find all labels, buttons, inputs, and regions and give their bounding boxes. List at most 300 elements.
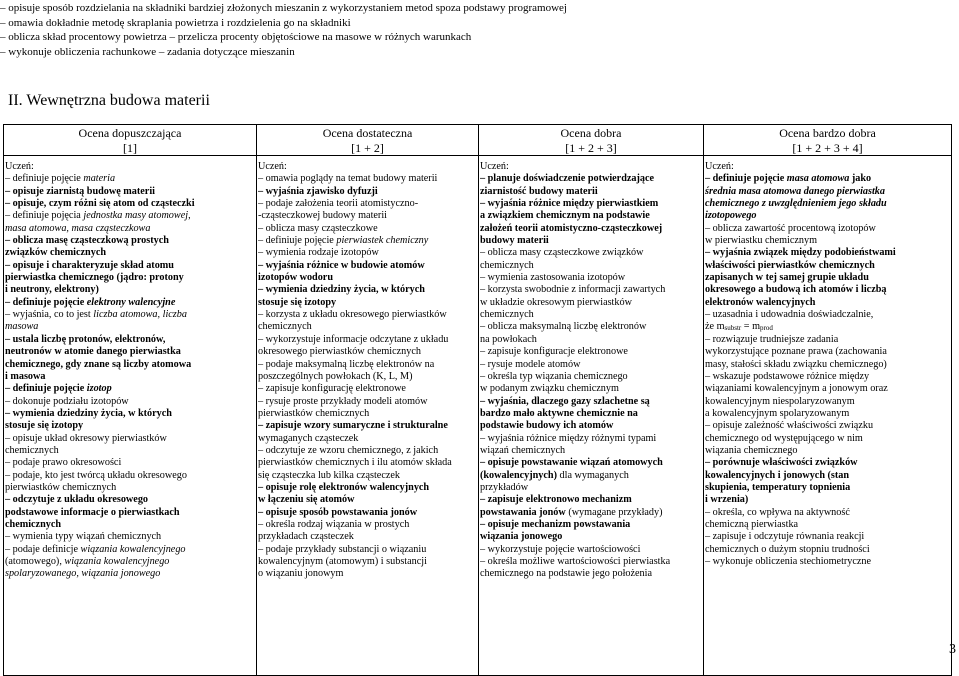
requirement-text: chemicznych [5, 444, 59, 456]
requirement-line [480, 321, 703, 333]
requirement-line [705, 297, 951, 309]
requirement-line [258, 371, 478, 383]
requirement-line [480, 568, 703, 580]
requirement-text: – odczytuje z układu okresowego [5, 494, 149, 506]
requirement-line [705, 284, 951, 296]
requirement-text: – opisuje rolę elektronów walencyjnych [258, 481, 430, 493]
requirement-line [705, 494, 951, 506]
intro-item: – omawia dokładnie metodę skraplania powietrza i rozdzielenia go na składniki [0, 16, 351, 29]
requirement-line [705, 470, 951, 482]
requirement-line [480, 396, 703, 408]
requirement-text: się cząsteczka lub kilka cząsteczek [258, 469, 400, 481]
requirement-line [705, 334, 951, 346]
requirement-text: – rozwiązuje trudniejsze zadania [705, 333, 839, 345]
requirement-line [480, 186, 703, 198]
grade-requirements-table [3, 124, 952, 676]
requirement-line [480, 284, 703, 296]
requirement-text: – wymienia dziedziny życia, w których [5, 407, 172, 419]
requirement-line [258, 297, 478, 309]
requirement-line [480, 507, 703, 519]
requirement-text: i neutrony, elektrony) [5, 284, 99, 296]
requirement-line [5, 247, 256, 259]
requirement-text: ziarnistość budowy materii [480, 185, 598, 197]
requirement-line [480, 309, 703, 321]
requirement-line [5, 284, 256, 296]
requirement-line [480, 482, 703, 494]
requirement-text: wymaganych cząsteczek [258, 432, 359, 444]
requirement-text: stosuje się izotopy [5, 420, 84, 432]
requirement-text: chemicznych [480, 309, 534, 321]
requirement-text: poszczególnych powłokach (K, L, M) [258, 370, 413, 382]
requirement-line [5, 272, 256, 284]
requirement-text: -cząsteczkowej budowy materii [258, 210, 387, 222]
requirement-text: – wykonuje obliczenia stechiometryczne [705, 556, 872, 567]
grade-3-title: Ocena dobra [560, 126, 622, 140]
page-number: 3 [949, 642, 956, 657]
requirement-text: – wymienia zastosowania izotopów [480, 272, 626, 284]
requirements-grade-2 [257, 156, 479, 676]
requirement-text: neutronów w atomie danego pierwiastka [5, 346, 181, 358]
requirement-text: pierwiastek chemiczny [336, 235, 429, 247]
requirement-text: jako [849, 173, 872, 185]
requirements-grade-4 [704, 156, 952, 676]
requirement-line [5, 346, 256, 358]
requirement-line [258, 321, 478, 333]
requirement-line [480, 161, 703, 173]
requirement-text: – podaje definicje [5, 543, 81, 555]
requirement-line [258, 470, 478, 482]
requirement-line [705, 161, 951, 173]
requirement-text: – podaje przykłady substancji o wiązaniu [258, 543, 427, 555]
requirement-text: – wyjaśnia różnice między pierwiastkiem [480, 198, 659, 210]
requirement-text: – opisuje i charakteryzuje skład atomu [5, 259, 174, 271]
requirement-line [705, 359, 951, 371]
requirement-line [5, 408, 256, 420]
requirement-text: – wyjaśnia, dlaczego gazy szlachetne są [480, 395, 650, 407]
requirement-text: budowy materii [480, 235, 549, 247]
requirement-text: – oblicza zawartość procentową izotopów [705, 222, 876, 234]
requirement-text: bardzo mało aktywne chemicznie na [480, 407, 638, 419]
requirements-grade-1 [4, 156, 257, 676]
requirement-line [5, 210, 256, 222]
requirement-line [480, 371, 703, 383]
requirement-text: wiązaniami kowalencyjnym a jonowym oraz [705, 383, 888, 395]
requirement-line [5, 433, 256, 445]
requirement-line [258, 284, 478, 296]
requirement-line [705, 309, 951, 321]
requirement-text: – uzasadnia i udowadnia doświadczalnie, [705, 309, 874, 321]
requirement-line [705, 321, 951, 333]
requirement-line [5, 556, 256, 568]
requirement-text: izotopów wodoru [258, 272, 333, 284]
requirement-text: masa atomowa [786, 173, 850, 185]
requirement-text: – wyjaśnia różnice między różnymi typami [480, 432, 657, 444]
requirement-text: – określa, co wpływa na aktywność [705, 506, 850, 518]
requirement-line [480, 210, 703, 222]
requirement-text: jednostka masy atomowej [83, 210, 189, 222]
requirement-line [5, 223, 256, 235]
requirement-line [480, 223, 703, 235]
requirement-text: pierwiastków chemicznych [258, 407, 370, 419]
requirement-line [705, 519, 951, 531]
requirement-text: a związkiem chemicznym na podstawie [480, 210, 650, 222]
requirement-line [258, 445, 478, 457]
requirement-line [258, 457, 478, 469]
requirement-text: a kowalencyjnym spolaryzowanym [705, 407, 850, 419]
requirement-line [5, 420, 256, 432]
requirement-line [258, 383, 478, 395]
requirement-text: (kowalencyjnych) [480, 469, 557, 481]
requirement-line [5, 161, 256, 173]
requirement-line [705, 420, 951, 432]
requirement-text: podstawie budowy ich atomów [480, 420, 614, 432]
requirement-text: – określa typ wiązania chemicznego [480, 370, 628, 382]
requirement-text: – zapisuje konfiguracje elektronowe [480, 346, 628, 358]
requirement-line [5, 445, 256, 457]
requirement-text: – oblicza maksymalną liczbę elektronów [480, 321, 647, 333]
requirement-text: – oblicza masy cząsteczkowe [258, 222, 378, 234]
requirement-line [480, 297, 703, 309]
requirement-text: – zapisuje wzory sumaryczne i strukturalne [258, 420, 448, 432]
requirement-text: – oblicza masy cząsteczkowe związków [480, 247, 644, 259]
requirement-line [705, 556, 951, 568]
requirement-line [705, 210, 951, 222]
requirement-line [705, 396, 951, 408]
requirement-line [480, 346, 703, 358]
requirement-text: przykładach cząsteczek [258, 531, 354, 543]
requirement-text: Uczeń: [705, 161, 734, 172]
requirement-line [705, 408, 951, 420]
requirement-line [705, 346, 951, 358]
requirement-text: wiązania kowalencyjnego [64, 556, 170, 567]
requirement-text: (atomowego), [5, 556, 65, 567]
requirement-text: – definiuje pojęcia [5, 210, 84, 222]
requirement-line [5, 334, 256, 346]
requirement-line [258, 210, 478, 222]
requirement-text: chemicznych o dużym stopniu trudności [705, 543, 870, 555]
requirement-text: – opisuje, czym różni się atom od cząsteczki [5, 198, 195, 210]
section-heading: II. Wewnętrzna budowa materii [8, 92, 210, 109]
requirement-line [5, 457, 256, 469]
requirement-text: – określa możliwe wartościowości pierwiastka [480, 556, 671, 567]
requirement-text: – wskazuje podstawowe różnice między [705, 370, 870, 382]
requirement-line [705, 223, 951, 235]
requirement-line [705, 272, 951, 284]
requirement-line [258, 494, 478, 506]
requirement-line [5, 186, 256, 198]
requirement-line [705, 383, 951, 395]
requirement-text: chemicznego, gdy znane są liczby atomowa [5, 358, 192, 370]
requirement-line [480, 359, 703, 371]
requirement-line [705, 445, 951, 457]
requirement-line [480, 420, 703, 432]
requirement-text: – opisuje układ okresowy pierwiastków [5, 432, 167, 444]
requirement-text: średnia masa atomowa danego pierwiastka [705, 185, 885, 197]
requirement-line [480, 235, 703, 247]
requirement-line [5, 235, 256, 247]
requirement-text: powstawania jonów [480, 506, 566, 518]
requirement-text: właściwości pierwiastków chemicznych [705, 259, 875, 271]
requirement-text: – rysuje modele atomów [480, 358, 581, 370]
requirement-text: – definiuje pojęcie [705, 173, 787, 185]
requirement-line [5, 173, 256, 185]
requirement-text: – wyjaśnia różnice w budowie atomów [258, 259, 425, 271]
requirement-line [480, 544, 703, 556]
requirement-text: – wykorzystuje informacje odczytane z układu [258, 333, 449, 345]
requirement-line [705, 482, 951, 494]
requirement-text: – odczytuje ze wzoru chemicznego, z jakich [258, 444, 439, 456]
requirement-line [5, 482, 256, 494]
requirement-text: kowalencyjnym (atomowym) i substancji [258, 556, 427, 567]
requirement-text: wykorzystujące poznane prawa (zachowania [705, 346, 887, 358]
requirement-line [480, 334, 703, 346]
requirement-text: na powłokach [480, 333, 537, 345]
requirement-text: elektrony walencyjne [86, 296, 176, 308]
requirement-line [258, 198, 478, 210]
requirement-line [258, 235, 478, 247]
requirement-text: – opisuje zależność właściwości związku [705, 420, 874, 432]
requirement-line [258, 420, 478, 432]
requirement-text: – opisuje ziarnistą budowę materii [5, 185, 155, 197]
requirement-text: – podaje prawo okresowości [5, 457, 122, 469]
requirement-line [258, 568, 478, 580]
requirement-line [705, 544, 951, 556]
requirement-line [5, 309, 256, 321]
table-body-row [4, 156, 952, 676]
requirement-text: Uczeń: [480, 161, 509, 172]
requirement-line [258, 359, 478, 371]
grade-2-level: [1 + 2] [351, 140, 384, 155]
requirement-text: – dokonuje podziału izotopów [5, 395, 129, 407]
requirement-line [480, 173, 703, 185]
requirement-text: wiązania jonowego [480, 531, 563, 543]
requirement-line [705, 173, 951, 185]
requirement-text: podstawowe informacje o pierwiastkach [5, 506, 180, 518]
requirement-line [705, 457, 951, 469]
requirement-text: – definiuje pojęcie [5, 173, 84, 185]
requirement-text: w podanym związku chemicznym [480, 383, 619, 395]
requirement-line [5, 198, 256, 210]
requirement-line [480, 433, 703, 445]
requirement-text: o wiązaniu jonowym [258, 568, 344, 580]
intro-list [0, 1, 700, 59]
requirement-text: – omawia poglądy na temat budowy materii [258, 173, 438, 185]
requirement-line [480, 247, 703, 259]
requirement-line [480, 408, 703, 420]
requirement-text: elektronów walencyjnych [705, 296, 816, 308]
requirement-text: – wyjaśnia związek między podobieństwami [705, 247, 896, 259]
requirement-line [5, 321, 256, 333]
grade-4-title: Ocena bardzo dobra [779, 126, 876, 140]
requirement-text: – definiuje pojęcie [5, 383, 87, 395]
requirement-text: – wykorzystuje pojęcie wartościowości [480, 543, 641, 555]
requirement-line [480, 470, 703, 482]
requirement-text: – zapisuje konfigurację elektronowe [258, 383, 406, 395]
intro-item: – wykonuje obliczenia rachunkowe – zadania dotyczące mieszanin [0, 45, 295, 58]
requirement-line [258, 433, 478, 445]
requirement-text: przykładów [480, 481, 529, 493]
requirement-line [258, 173, 478, 185]
requirement-text: – planuje doświadczenie potwierdzające [480, 173, 655, 185]
requirement-text: kowalencyjnym niespolaryzowanym [705, 395, 855, 407]
requirement-text: – podaje maksymalną liczbę elektronów na [258, 358, 435, 370]
requirement-text: , [188, 210, 191, 222]
requirement-text: – zapisuje i odczytuje równania reakcji [705, 531, 865, 543]
requirement-line [5, 396, 256, 408]
grade-1-level: [1] [123, 140, 137, 155]
requirement-line [5, 371, 256, 383]
requirement-text: – opisuje sposób powstawania jonów [258, 506, 418, 518]
requirement-line [258, 556, 478, 568]
requirements-grade-3 [479, 156, 704, 676]
requirement-text: – opisuje mechanizm powstawania [480, 518, 631, 530]
requirement-line [258, 186, 478, 198]
grade-4-level: [1 + 2 + 3 + 4] [792, 140, 863, 155]
grade-1-title: Ocena dopuszczająca [78, 126, 182, 140]
requirement-line [705, 198, 951, 210]
requirement-text: w pierwiastku chemicznym [705, 235, 818, 247]
table-header-row [4, 125, 952, 156]
header-grade-4 [704, 125, 952, 156]
requirement-text: zapisanych w tej samej grupie układu [705, 272, 869, 284]
requirement-line [5, 383, 256, 395]
requirement-line [480, 198, 703, 210]
requirement-line [705, 186, 951, 198]
requirement-line [705, 247, 951, 259]
requirement-text: i wrzenia) [705, 494, 749, 506]
requirement-line [5, 260, 256, 272]
requirement-line [5, 531, 256, 543]
requirement-line [705, 433, 951, 445]
requirement-line [480, 519, 703, 531]
requirement-text: dla wymaganych [556, 469, 629, 481]
requirement-line [258, 482, 478, 494]
requirement-line [258, 519, 478, 531]
requirement-text: – podaje założenia teorii atomistyczno- [258, 198, 419, 210]
requirement-line [705, 371, 951, 383]
requirement-text: wiązania kowalencyjnego [80, 543, 186, 555]
requirement-text: prod [760, 324, 773, 333]
requirement-text: w układzie okresowym pierwiastków [480, 296, 632, 308]
requirement-text: chemicznego od występującego w nim [705, 432, 863, 444]
grade-2-title: Ocena dostateczna [322, 126, 413, 140]
requirement-text: masowa [5, 321, 39, 333]
requirement-text: masy, stałości składu związku chemicznego) [705, 358, 887, 370]
requirement-line [480, 556, 703, 568]
requirement-text: okresowego a budową ich atomów i liczbą [705, 284, 887, 296]
requirement-text: – korzysta z układu okresowego pierwiastków [258, 309, 447, 321]
requirement-line [258, 346, 478, 358]
requirement-line [258, 223, 478, 235]
requirement-line [5, 359, 256, 371]
requirement-text: – wymienia rodzaje izotopów [258, 247, 379, 259]
requirement-text: skupienia, temperatury topnienia [705, 481, 851, 493]
requirement-text: masa atomowa, masa cząsteczkowa [5, 222, 151, 234]
requirement-line [480, 445, 703, 457]
requirement-text: pierwiastków chemicznych i ilu atomów składa [258, 457, 452, 469]
requirement-text: kowalencyjnych i jonowych (stan [705, 469, 850, 481]
requirement-text: chemicznych [258, 321, 312, 333]
requirement-text: – podaje, kto jest twórcą układu okresowego [5, 469, 187, 481]
requirement-text: izotop [86, 383, 112, 395]
requirement-line [258, 260, 478, 272]
requirement-text: w łączeniu się atomów [258, 494, 355, 506]
requirement-text: – definiuje pojęcie [258, 235, 337, 247]
requirement-text: pierwiastków chemicznych [5, 481, 117, 493]
requirement-text: materia [83, 173, 116, 185]
requirement-text: – zapisuje elektronowo mechanizm [480, 494, 632, 506]
header-grade-2 [257, 125, 479, 156]
requirement-text: chemicznych [480, 259, 534, 271]
requirement-text: pierwiastka chemicznego (jądro: protony [5, 272, 184, 284]
requirement-text: chemicznych [5, 518, 62, 530]
requirement-text: – ustala liczbę protonów, elektronów, [5, 333, 166, 345]
requirement-text: chemicznego z uwzględnieniem jego składu [705, 198, 887, 210]
requirement-line [480, 494, 703, 506]
requirement-line [258, 161, 478, 173]
requirement-text: – korzysta swobodnie z informacji zawartych [480, 284, 666, 296]
requirement-text: chemiczną pierwiastka [705, 518, 799, 530]
requirement-line [5, 544, 256, 556]
requirement-line [258, 309, 478, 321]
requirement-text: wiązania chemicznego [705, 444, 798, 456]
requirement-text: – wymienia typy wiązań chemicznych [5, 531, 162, 543]
requirement-line [480, 531, 703, 543]
requirement-line [480, 457, 703, 469]
requirement-text: – wyjaśnia, co to jest [5, 309, 94, 321]
requirement-line [258, 507, 478, 519]
requirement-text: – definiuje pojęcie [5, 296, 87, 308]
requirement-text: (wymagane przykłady) [565, 506, 663, 518]
requirement-line [5, 494, 256, 506]
grade-3-level: [1 + 2 + 3] [565, 140, 617, 155]
requirement-line [5, 568, 256, 580]
requirement-text: chemicznego na podstawie jego położenia [480, 568, 652, 580]
requirement-text: okresowego pierwiastków chemicznych [258, 346, 421, 358]
requirement-line [5, 297, 256, 309]
requirement-line [705, 260, 951, 272]
requirement-text: – określa rodzaj wiązania w prostych [258, 518, 410, 530]
requirement-text: Uczeń: [5, 161, 34, 172]
requirement-line [258, 247, 478, 259]
requirement-line [258, 272, 478, 284]
requirement-line [258, 396, 478, 408]
requirement-text: izotopowego [705, 210, 757, 222]
requirement-text: założeń teorii atomistyczno-cząsteczkowej [480, 222, 663, 234]
requirement-line [5, 519, 256, 531]
requirement-line [5, 470, 256, 482]
requirement-line [480, 272, 703, 284]
requirement-text: – porównuje właściwości związków [705, 457, 858, 469]
header-grade-1 [4, 125, 257, 156]
requirement-text: że m [705, 321, 725, 333]
requirement-line [5, 507, 256, 519]
requirement-text: spolaryzowanego, wiązania jonowego [5, 568, 161, 580]
requirement-text: – oblicza masę cząsteczkową prostych [5, 235, 169, 247]
requirement-line [480, 260, 703, 272]
requirement-text: – wymienia dziedziny życia, w których [258, 284, 425, 296]
requirement-text: = m [741, 321, 761, 333]
requirement-text: i masowa [5, 370, 46, 382]
requirement-text: – opisuje powstawanie wiązań atomowych [480, 457, 663, 469]
requirement-line [705, 235, 951, 247]
requirement-line [705, 531, 951, 543]
intro-item: – oblicza skład procentowy powietrza – przelicza procenty objętościowe na masowe w różnych warunkach [0, 31, 472, 44]
requirement-text: związków chemicznych [5, 247, 107, 259]
header-grade-3 [479, 125, 704, 156]
requirement-line [258, 408, 478, 420]
requirement-line [258, 531, 478, 543]
